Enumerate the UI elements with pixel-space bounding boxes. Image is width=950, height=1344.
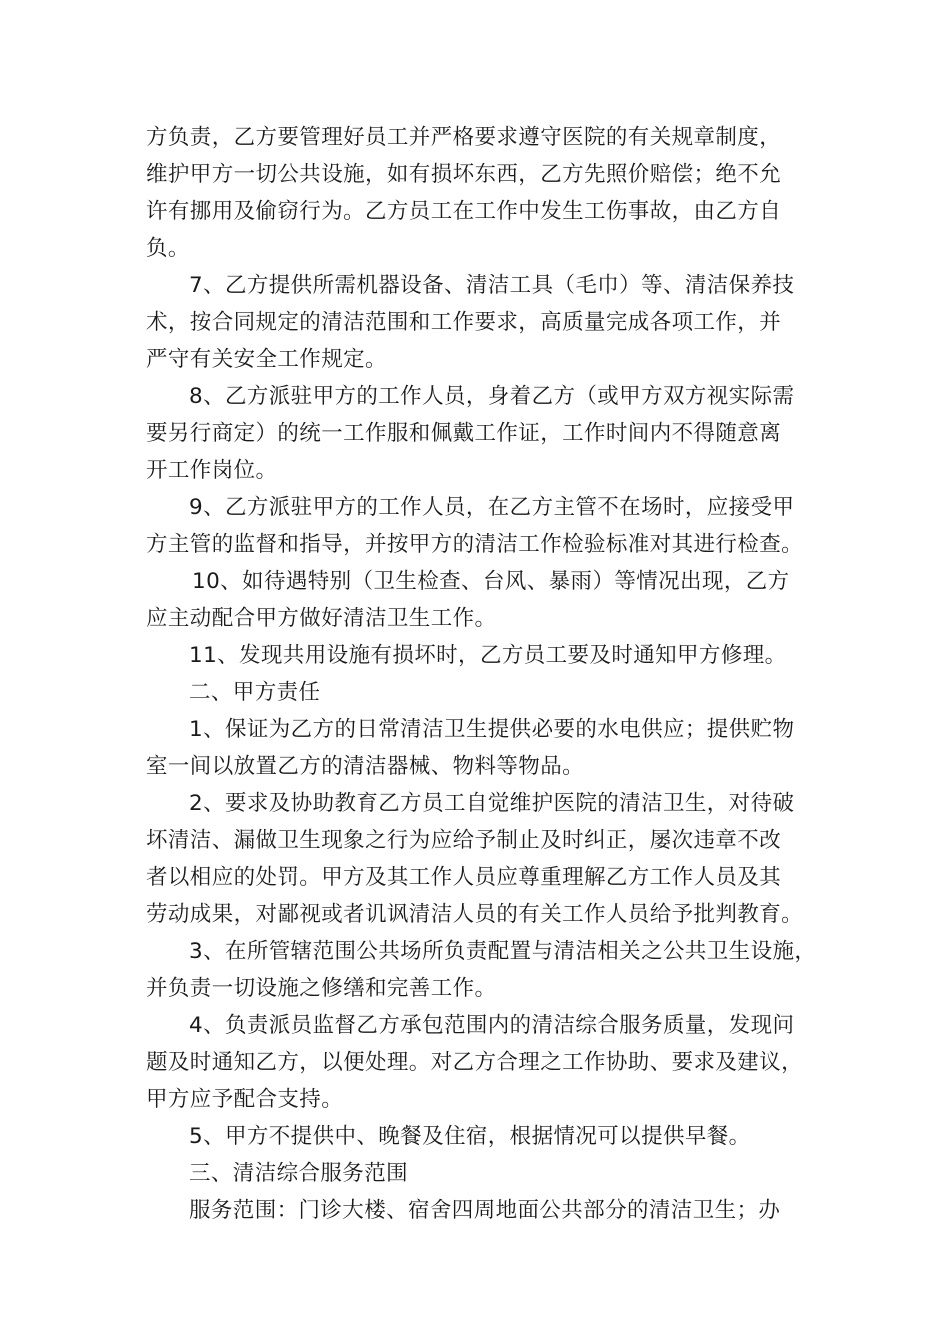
- text-line: 应主动配合甲方做好清洁卫生工作。: [146, 606, 497, 631]
- text-line: 维护甲方一切公共设施，如有损坏东西，乙方先照价赔偿；绝不允: [146, 162, 782, 187]
- text-line: 严守有关安全工作规定。: [146, 347, 387, 372]
- text-line: 坏清洁、漏做卫生现象之行为应给予制止及时纠正，屡次违章不改: [146, 828, 782, 853]
- clause-7-line: 7、乙方提供所需机器设备、清洁工具（毛巾）等、清洁保养技: [189, 273, 795, 298]
- clause-9-line: 9、乙方派驻甲方的工作人员，在乙方主管不在场时，应接受甲: [189, 495, 795, 520]
- clause-a3-line: 3、在所管辖范围公共场所负责配置与清洁相关之公共卫生设施，: [189, 939, 817, 964]
- clause-a5-line: 5、甲方不提供中、晚餐及住宿，根据情况可以提供早餐。: [189, 1124, 751, 1149]
- document-body: [146, 119, 836, 1229]
- clause-a1-line: 1、保证为乙方的日常清洁卫生提供必要的水电供应；提供贮物: [189, 717, 795, 742]
- text-line: 题及时通知乙方，以便处理。对乙方合理之工作协助、要求及建议，: [146, 1050, 804, 1075]
- text-line: 方负责，乙方要管理好员工并严格要求遵守医院的有关规章制度，: [146, 125, 782, 150]
- text-line: 术，按合同规定的清洁范围和工作要求，高质量完成各项工作，并: [146, 310, 782, 335]
- text-line: 负。: [146, 236, 190, 261]
- text-line: 许有挪用及偷窃行为。乙方员工在工作中发生工伤事故，由乙方自: [146, 199, 782, 224]
- section-heading-party-a: 二、甲方责任: [189, 680, 321, 705]
- text-line: 者以相应的处罚。甲方及其工作人员应尊重理解乙方工作人员及其: [146, 865, 782, 890]
- text-line: 要另行商定）的统一工作服和佩戴工作证，工作时间内不得随意离: [146, 421, 782, 446]
- clause-a2-line: 2、要求及协助教育乙方员工自觉维护医院的清洁卫生，对待破: [189, 791, 795, 816]
- clause-a4-line: 4、负责派员监督乙方承包范围内的清洁综合服务质量，发现问: [189, 1013, 795, 1038]
- text-line: 室一间以放置乙方的清洁器械、物料等物品。: [146, 754, 585, 779]
- clause-8-line: 8、乙方派驻甲方的工作人员，身着乙方（或甲方双方视实际需: [189, 384, 795, 409]
- text-line: 甲方应予配合支持。: [146, 1087, 344, 1112]
- text-line: 开工作岗位。: [146, 458, 278, 483]
- service-scope-line: 服务范围：门诊大楼、宿舍四周地面公共部分的清洁卫生；办: [189, 1198, 781, 1223]
- clause-11-line: 11、发现共用设施有损坏时，乙方员工要及时通知甲方修理。: [189, 643, 787, 668]
- clause-10-line: 10、如待遇特别（卫生检查、台风、暴雨）等情况出现，乙方: [192, 569, 790, 594]
- text-line: 并负责一切设施之修缮和完善工作。: [146, 976, 497, 1001]
- text-line: 方主管的监督和指导，并按甲方的清洁工作检验标准对其进行检查。: [146, 532, 804, 557]
- text-line: 劳动成果，对鄙视或者讥讽清洁人员的有关工作人员给予批判教育。: [146, 902, 804, 927]
- section-heading-service-scope: 三、清洁综合服务范围: [189, 1161, 409, 1186]
